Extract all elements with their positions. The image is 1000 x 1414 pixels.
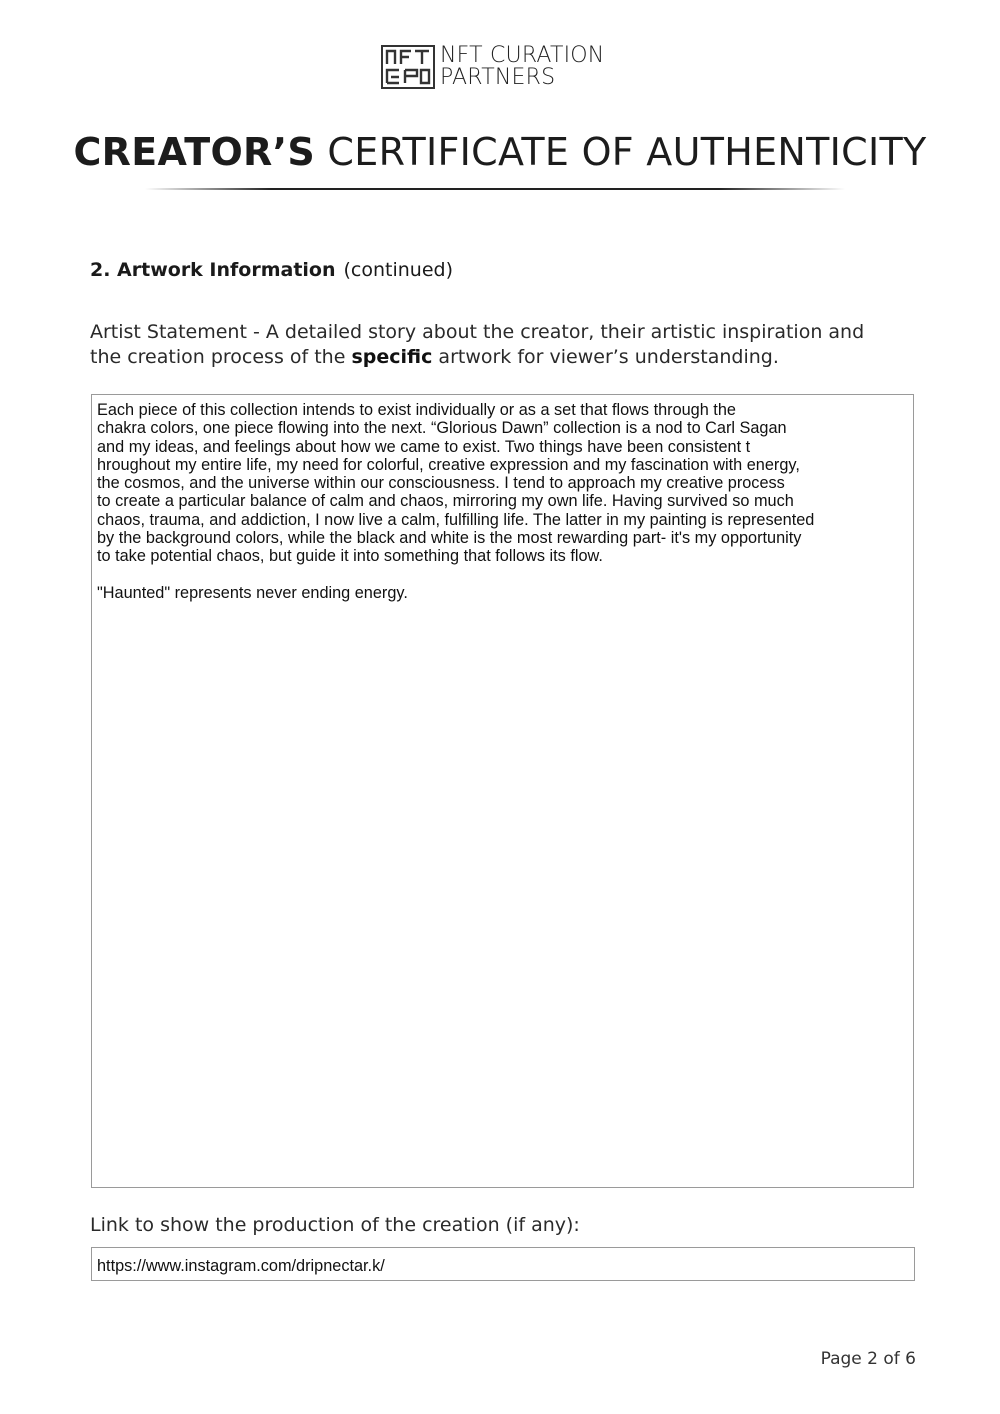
paragraph-gap [97,566,913,584]
section-heading-note: (continued) [343,259,454,281]
page-number: Page 2 of 6 [820,1349,916,1369]
statement-line: and my ideas, and feelings about how we came to exist. Two things have been consistent t [97,437,751,456]
section-heading [90,257,453,283]
artist-statement-text [97,401,913,602]
statement-closing-line: "Haunted" represents never ending energy. [97,583,408,602]
company-logo [381,45,621,91]
statement-line: Each piece of this collection intends to exist individually or as a set that flows through the [97,401,736,419]
statement-line: to take potential chaos, but guide it into something that follows its flow. [97,547,603,566]
logo-line-1: NFT CURATION [440,43,605,68]
artist-statement-label [90,320,890,370]
page-title [0,128,1000,176]
statement-line: hroughout my entire life, my need for colorful, creative expression and my fascination with energy, [97,455,800,474]
artist-statement-field[interactable] [91,394,914,1188]
nft-logo-mark-icon [381,45,435,89]
production-link-label: Link to show the production of the creation (if any): [90,1214,580,1236]
logo-line-2: PARTNERS [440,65,556,90]
title-rest: CERTIFICATE OF AUTHENTICITY [327,130,927,174]
production-link-field[interactable] [91,1247,915,1281]
statement-label-part2: artwork for viewer’s understanding. [432,346,779,368]
section-heading-title: 2. Artwork Information [90,259,336,281]
logo-wordmark [440,45,604,89]
statement-label-bold: specific [351,346,433,368]
production-link-value: https://www.instagram.com/dripnectar.k/ [97,1257,385,1275]
statement-line: chakra colors, one piece flowing into the next. “Glorious Dawn” collection is a nod to Carl Sagan [97,419,787,438]
statement-line: the cosmos, and the universe within our consciousness. I tend to approach my creative process [97,474,785,493]
statement-label-part1: Artist Statement - A detailed story about the creator, their artistic inspiration and the creation process of the [90,321,865,368]
title-divider [145,188,845,190]
statement-line: chaos, trauma, and addiction, I now live a calm, fulfilling life. The latter in my painting is represented [97,510,815,529]
statement-line: to create a particular balance of calm and chaos, mirroring my own life. Having survived so much [97,492,794,511]
statement-line: by the background colors, while the black and white is the most rewarding part- it's my opportunity [97,529,802,548]
title-bold: CREATOR’S [73,130,316,174]
